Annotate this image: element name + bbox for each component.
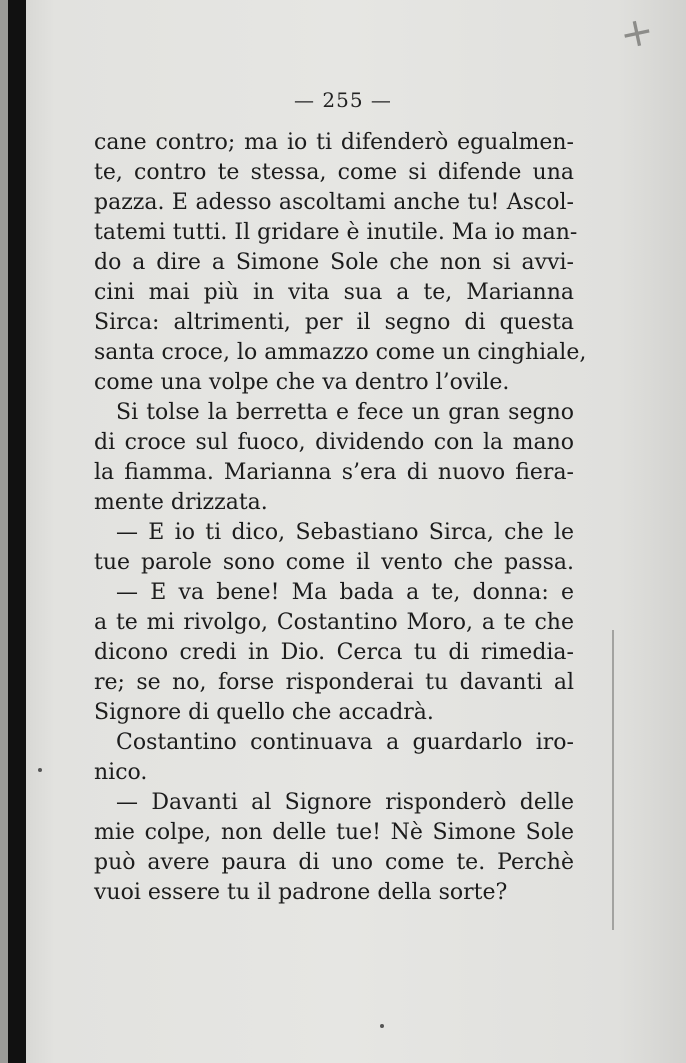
text-line: cini mai più in vita sua a te, Marianna	[94, 280, 574, 305]
margin-pencil-line	[612, 630, 614, 930]
text-line: di croce sul fuoco, dividendo con la mano	[94, 430, 574, 455]
text-line: re; se no, forse risponderai tu davanti al	[94, 670, 574, 695]
text-line: pazza. E adesso ascoltami anche tu! Ascol-	[94, 190, 574, 215]
text-line: mie colpe, non delle tue! Nè Simone Sole	[94, 820, 574, 845]
text-line: come una volpe che va dentro l’ovile.	[94, 370, 510, 395]
page-number: — 255 —	[294, 88, 392, 112]
text-line: nico.	[94, 760, 148, 785]
text-line: — E va bene! Ma bada a te, donna: e	[116, 580, 574, 605]
text-line: do a dire a Simone Sole che non si avvi-	[94, 250, 574, 275]
binding-edge	[8, 0, 26, 1063]
text-line: cane contro; ma io ti difenderò egualmen-	[94, 130, 574, 155]
ink-speck	[38, 768, 42, 772]
text-line: Costantino continuava a guardarlo iro-	[116, 730, 574, 755]
text-line: Si tolse la berretta e fece un gran segno	[116, 400, 574, 425]
text-line: tatemi tutti. Il gridare è inutile. Ma io man-	[94, 220, 578, 245]
text-line: te, contro te stessa, come si difende una	[94, 160, 574, 185]
body-text	[94, 128, 587, 908]
text-line: Signore di quello che accadrà.	[94, 700, 434, 725]
text-line: può avere paura di uno come te. Perchè	[94, 850, 574, 875]
text-line: santa croce, lo ammazzo come un cinghiale,	[94, 340, 587, 365]
text-line: a te mi rivolgo, Costantino Moro, a te che	[94, 610, 574, 635]
text-line: la fiamma. Marianna s’era di nuovo fiera-	[94, 460, 574, 485]
text-line: tue parole sono come il vento che passa.	[94, 550, 574, 575]
text-line: vuoi essere tu il padrone della sorte?	[94, 880, 508, 905]
text-line: — E io ti dico, Sebastiano Sirca, che le	[116, 520, 574, 545]
pencil-cross-mark-icon: +	[615, 7, 658, 59]
text-line: — Davanti al Signore risponderò delle	[116, 790, 574, 815]
ink-speck	[380, 1024, 384, 1028]
text-line: mente drizzata.	[94, 490, 268, 515]
binding-shadow	[0, 0, 8, 1063]
text-line: dicono credi in Dio. Cerca tu di rimedia-	[94, 640, 574, 665]
text-line: Sirca: altrimenti, per il segno di questa	[94, 310, 574, 335]
